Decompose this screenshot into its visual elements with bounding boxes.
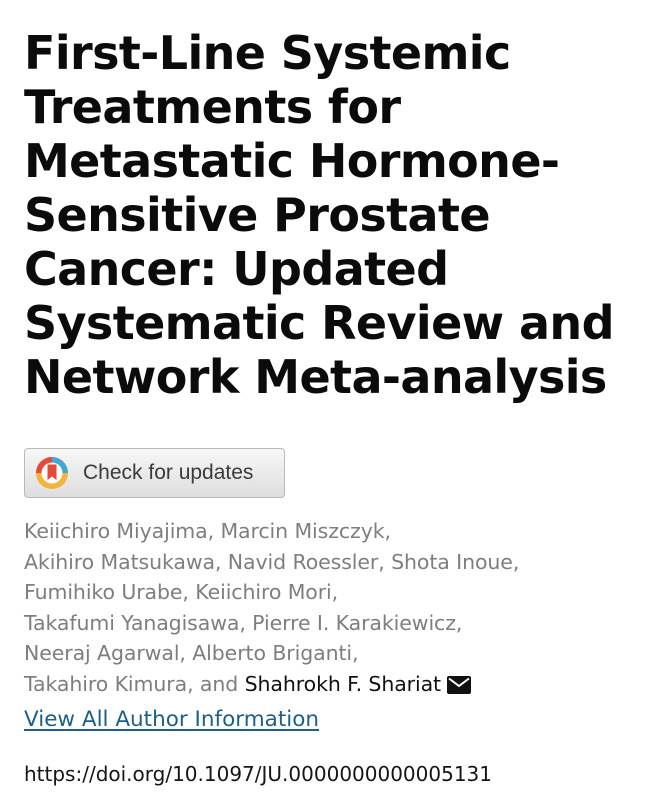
check-for-updates-container	[24, 448, 285, 498]
author-line: Keiichiro Miyajima, Marcin Miszczyk,	[24, 519, 391, 543]
title-line: Cancer: Updated	[24, 242, 449, 296]
view-all-author-information-link[interactable]: View All Author Information	[24, 707, 320, 732]
crossmark-icon	[35, 456, 69, 490]
title-line: Network Meta-analysis	[24, 350, 607, 404]
article-title	[24, 26, 637, 404]
title-line: Metastatic Hormone-	[24, 134, 560, 188]
title-line: Treatments for	[24, 80, 401, 134]
title-line: Sensitive Prostate	[24, 188, 490, 242]
title-line: Systematic Review and	[24, 296, 614, 350]
author-line-last	[24, 669, 637, 700]
author-line: Akihiro Matsukawa, Navid Roessler, Shota Inoue,	[24, 549, 520, 574]
author-line: Neeraj Agarwal, Alberto Briganti,	[24, 641, 359, 665]
view-all-author-info-row	[24, 699, 637, 735]
title-line: First-Line Systemic	[24, 26, 511, 80]
doi-link[interactable]: https://doi.org/10.1097/JU.0000000000005131	[24, 762, 493, 786]
author-line: Takafumi Yanagisawa, Pierre I. Karakiewicz,	[24, 610, 463, 635]
envelope-icon[interactable]	[447, 676, 471, 694]
author-line: Fumihiko Urabe, Keiichiro Mori,	[24, 580, 339, 604]
author-list	[24, 516, 637, 699]
check-for-updates-button[interactable]	[24, 448, 285, 498]
corresponding-author-link[interactable]: Shahrokh F. Shariat	[244, 671, 441, 696]
check-for-updates-label: Check for updates	[83, 461, 254, 484]
author-line-prefix: Takahiro Kimura, and	[24, 671, 245, 696]
